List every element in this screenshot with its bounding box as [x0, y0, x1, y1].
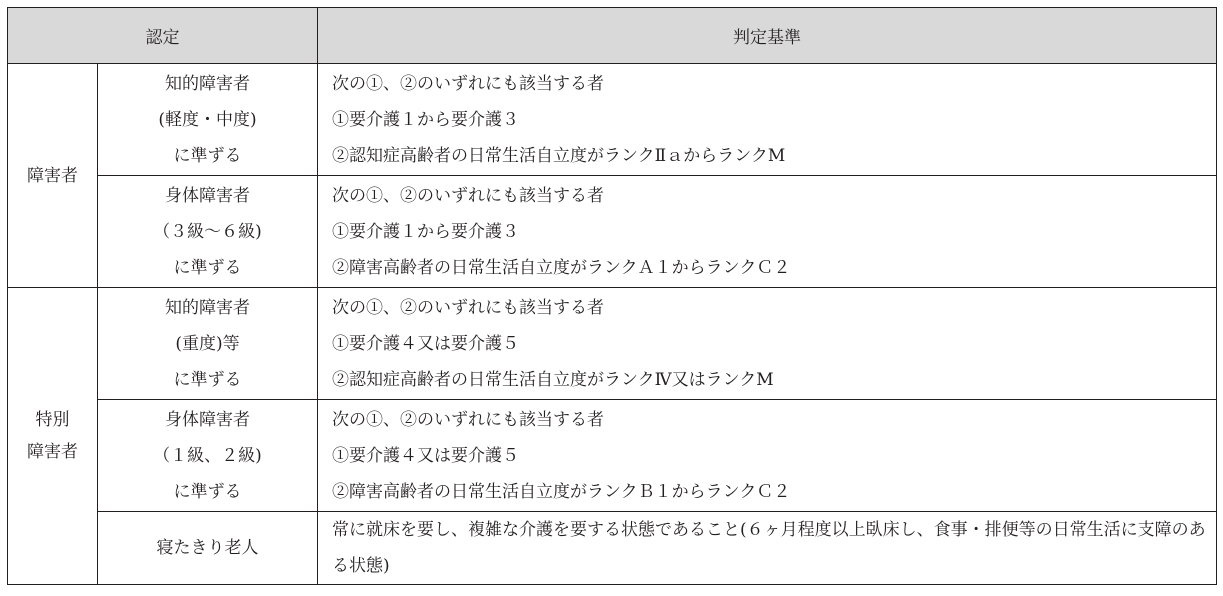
criteria-line: 次の①、②のいずれにも該当する者	[332, 185, 604, 206]
criteria-line: ①要介護１から要介護３	[332, 109, 519, 130]
subcategory-cell	[98, 288, 318, 400]
criteria-line: 次の①、②のいずれにも該当する者	[332, 73, 604, 94]
criteria-line: ②認知症高齢者の日常生活自立度がランクⅡａからランクM	[332, 145, 786, 166]
category-label: 特別	[35, 410, 70, 430]
category-label: 障害者	[27, 442, 78, 462]
subcategory-cell	[98, 176, 318, 288]
certification-criteria-table-container	[7, 7, 1216, 585]
category-cell	[8, 288, 98, 585]
table-row	[8, 176, 1217, 288]
criteria-line: ②障害高齢者の日常生活自立度がランクＢ１からランクＣ２	[332, 481, 791, 502]
criteria-cell	[318, 288, 1217, 400]
criteria-cell	[318, 176, 1217, 288]
subcategory-label: に準ずる	[173, 369, 242, 390]
criteria-cell	[318, 400, 1217, 512]
criteria-cell	[318, 64, 1217, 176]
category-label: 障害者	[27, 165, 78, 186]
subcategory-label: 知的障害者	[165, 73, 250, 94]
subcategory-label: (軽度・中度)	[158, 109, 257, 130]
criteria-line: ①要介護４又は要介護５	[332, 445, 519, 466]
subcategory-label: に準ずる	[173, 481, 242, 502]
table-row	[8, 400, 1217, 512]
table-row	[8, 288, 1217, 400]
certification-criteria-table	[7, 7, 1217, 585]
subcategory-cell	[98, 400, 318, 512]
subcategory-label: (重度)等	[175, 333, 240, 354]
subcategory-label: に準ずる	[173, 145, 242, 166]
table-row	[8, 512, 1217, 585]
table-header-row	[8, 8, 1217, 64]
criteria-line: 次の①、②のいずれにも該当する者	[332, 297, 604, 318]
header-certification: 認定	[8, 8, 318, 64]
subcategory-label: （１級、２級)	[153, 445, 262, 466]
subcategory-label: に準ずる	[173, 257, 242, 278]
subcategory-label: （３級～６級)	[153, 221, 262, 242]
subcategory-label: 寝たきり老人	[156, 538, 259, 558]
criteria-line: ①要介護４又は要介護５	[332, 333, 519, 354]
table-row	[8, 64, 1217, 176]
subcategory-label: 身体障害者	[165, 409, 250, 430]
category-cell	[8, 64, 98, 288]
criteria-line: 常に就床を要し、複雑な介護を要する状態であること(６ヶ月程度以上臥床し、食事・排便等の日常生活に支障のある状態)	[332, 520, 1206, 576]
subcategory-cell	[98, 512, 318, 585]
criteria-line: ②障害高齢者の日常生活自立度がランクＡ１からランクＣ２	[332, 257, 791, 278]
subcategory-label: 知的障害者	[165, 297, 250, 318]
criteria-line: ①要介護１から要介護３	[332, 221, 519, 242]
header-criteria: 判定基準	[318, 8, 1217, 64]
subcategory-label: 身体障害者	[165, 185, 250, 206]
subcategory-cell	[98, 64, 318, 176]
criteria-line: ②認知症高齢者の日常生活自立度がランクⅣ又はランクM	[332, 369, 774, 390]
criteria-cell	[318, 512, 1217, 585]
criteria-line: 次の①、②のいずれにも該当する者	[332, 409, 604, 430]
